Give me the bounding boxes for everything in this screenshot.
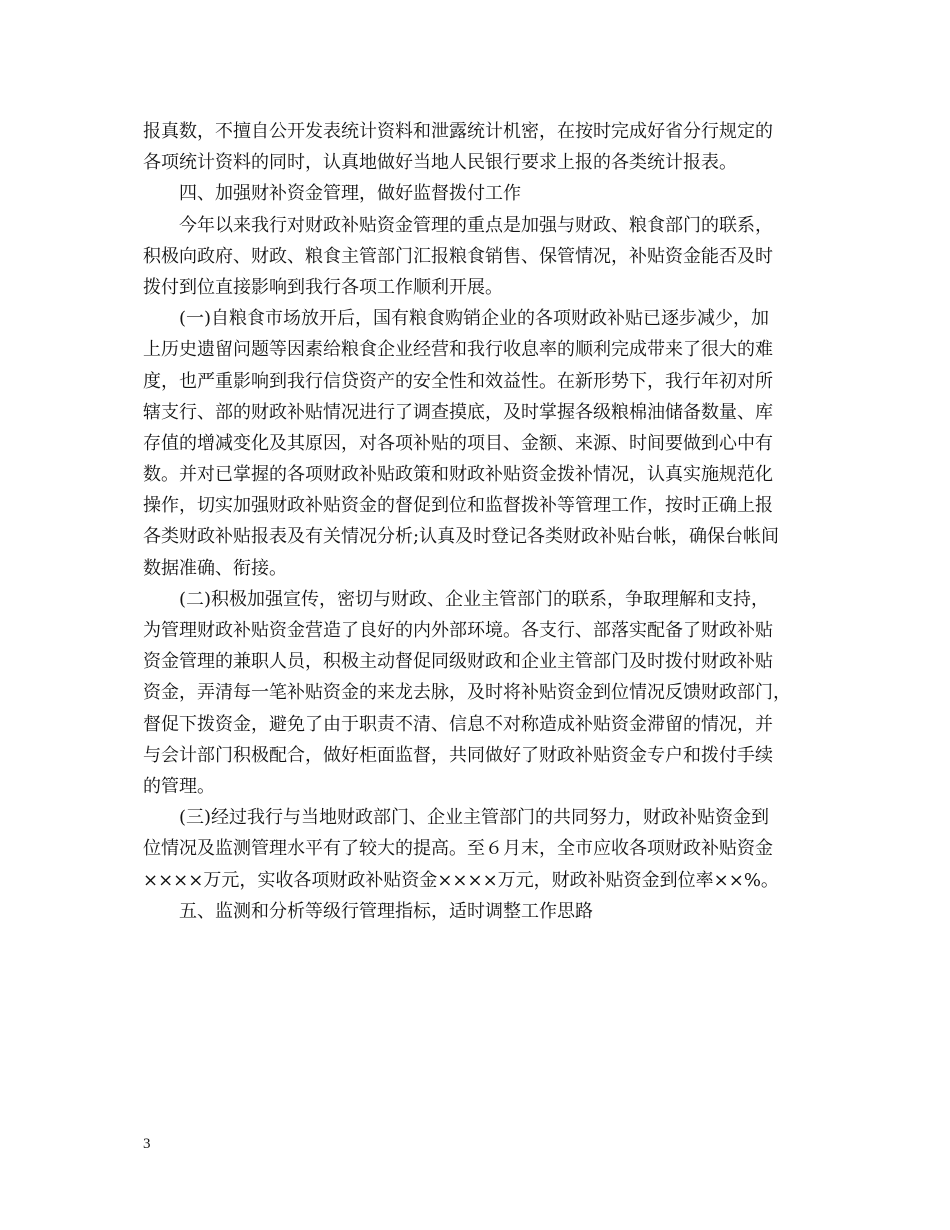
text-line: (一)自粮食市场放开后，国有粮食购销企业的各项财政补贴已逐步减少，加 (179, 308, 770, 330)
text-line: 为管理财政补贴资金营造了良好的内外部环境。各支行、部落实配备了财政补贴 (143, 620, 773, 641)
text-line: ××××万元，实收各项财政补贴资金××××万元，财政补贴资金到位率××%。 (143, 869, 779, 891)
text-line: 与会计部门积极配合，做好柜面监督，共同做好了财政补贴资金专户和拨付手续 (143, 744, 773, 766)
text-line: 拨付到位直接影响到我行各项工作顺利开展。 (143, 276, 503, 298)
text-line: 度，也严重影响到我行信贷资产的安全性和效益性。在新形势下，我行年初对所 (143, 370, 773, 392)
text-line: 的管理。 (143, 775, 215, 797)
text-line: 存值的增减变化及其原因，对各项补贴的项目、金额、来源、时间要做到心中有 (143, 432, 773, 454)
text-line: 报真数，不擅自公开发表统计资料和泄露统计机密，在按时完成好省分行规定的 (143, 121, 773, 142)
text-line: 操作，切实加强财政补贴资金的督促到位和监督拨补等管理工作，按时正确上报 (143, 495, 773, 517)
text-line: 上历史遗留问题等因素给粮食企业经营和我行收息率的顺利完成带来了很大的难 (143, 339, 773, 361)
section-heading: 五、监测和分析等级行管理指标，适时调整工作思路 (179, 900, 593, 922)
text-line: 资金，弄清每一笔补贴资金的来龙去脉，及时将补贴资金到位情况反馈财政部门， (143, 682, 791, 704)
section-heading: 四、加强财补资金管理，做好监督拨付工作 (179, 183, 521, 205)
page-number: 3 (143, 1136, 151, 1152)
text-line: 督促下拨资金，避免了由于职责不清、信息不对称造成补贴资金滞留的情况，并 (143, 713, 773, 735)
text-line: 辖支行、部的财政补贴情况进行了调查摸底，及时掌握各级粮棉油储备数量、库 (143, 401, 773, 423)
text-line: 各项统计资料的同时，认真地做好当地人民银行要求上报的各类统计报表。 (143, 152, 737, 174)
text-line: 数。并对已掌握的各项财政补贴政策和财政补贴资金拨补情况，认真实施规范化 (143, 464, 773, 486)
text-line: 各类财政补贴报表及有关情况分析;认真及时登记各类财政补贴台帐，确保台帐间 (143, 526, 780, 548)
text-line: 数据准确、衔接。 (143, 557, 287, 579)
text-line: (三)经过我行与当地财政部门、企业主管部门的共同努力，财政补贴资金到 (179, 807, 770, 829)
text-line: 资金管理的兼职人员，积极主动督促同级财政和企业主管部门及时拨付财政补贴 (143, 651, 773, 673)
text-line: 积极向政府、财政、粮食主管部门汇报粮食销售、保管情况，补贴资金能否及时 (143, 245, 773, 267)
text-line: 位情况及监测管理水平有了较大的提高。至６月末，全市应收各项财政补贴资金 (143, 838, 773, 860)
text-line: 今年以来我行对财政补贴资金管理的重点是加强与财政、粮食部门的联系， (179, 214, 773, 236)
document-body (143, 116, 815, 927)
text-line: (二)积极加强宣传，密切与财政、企业主管部门的联系，争取理解和支持， (179, 588, 770, 610)
